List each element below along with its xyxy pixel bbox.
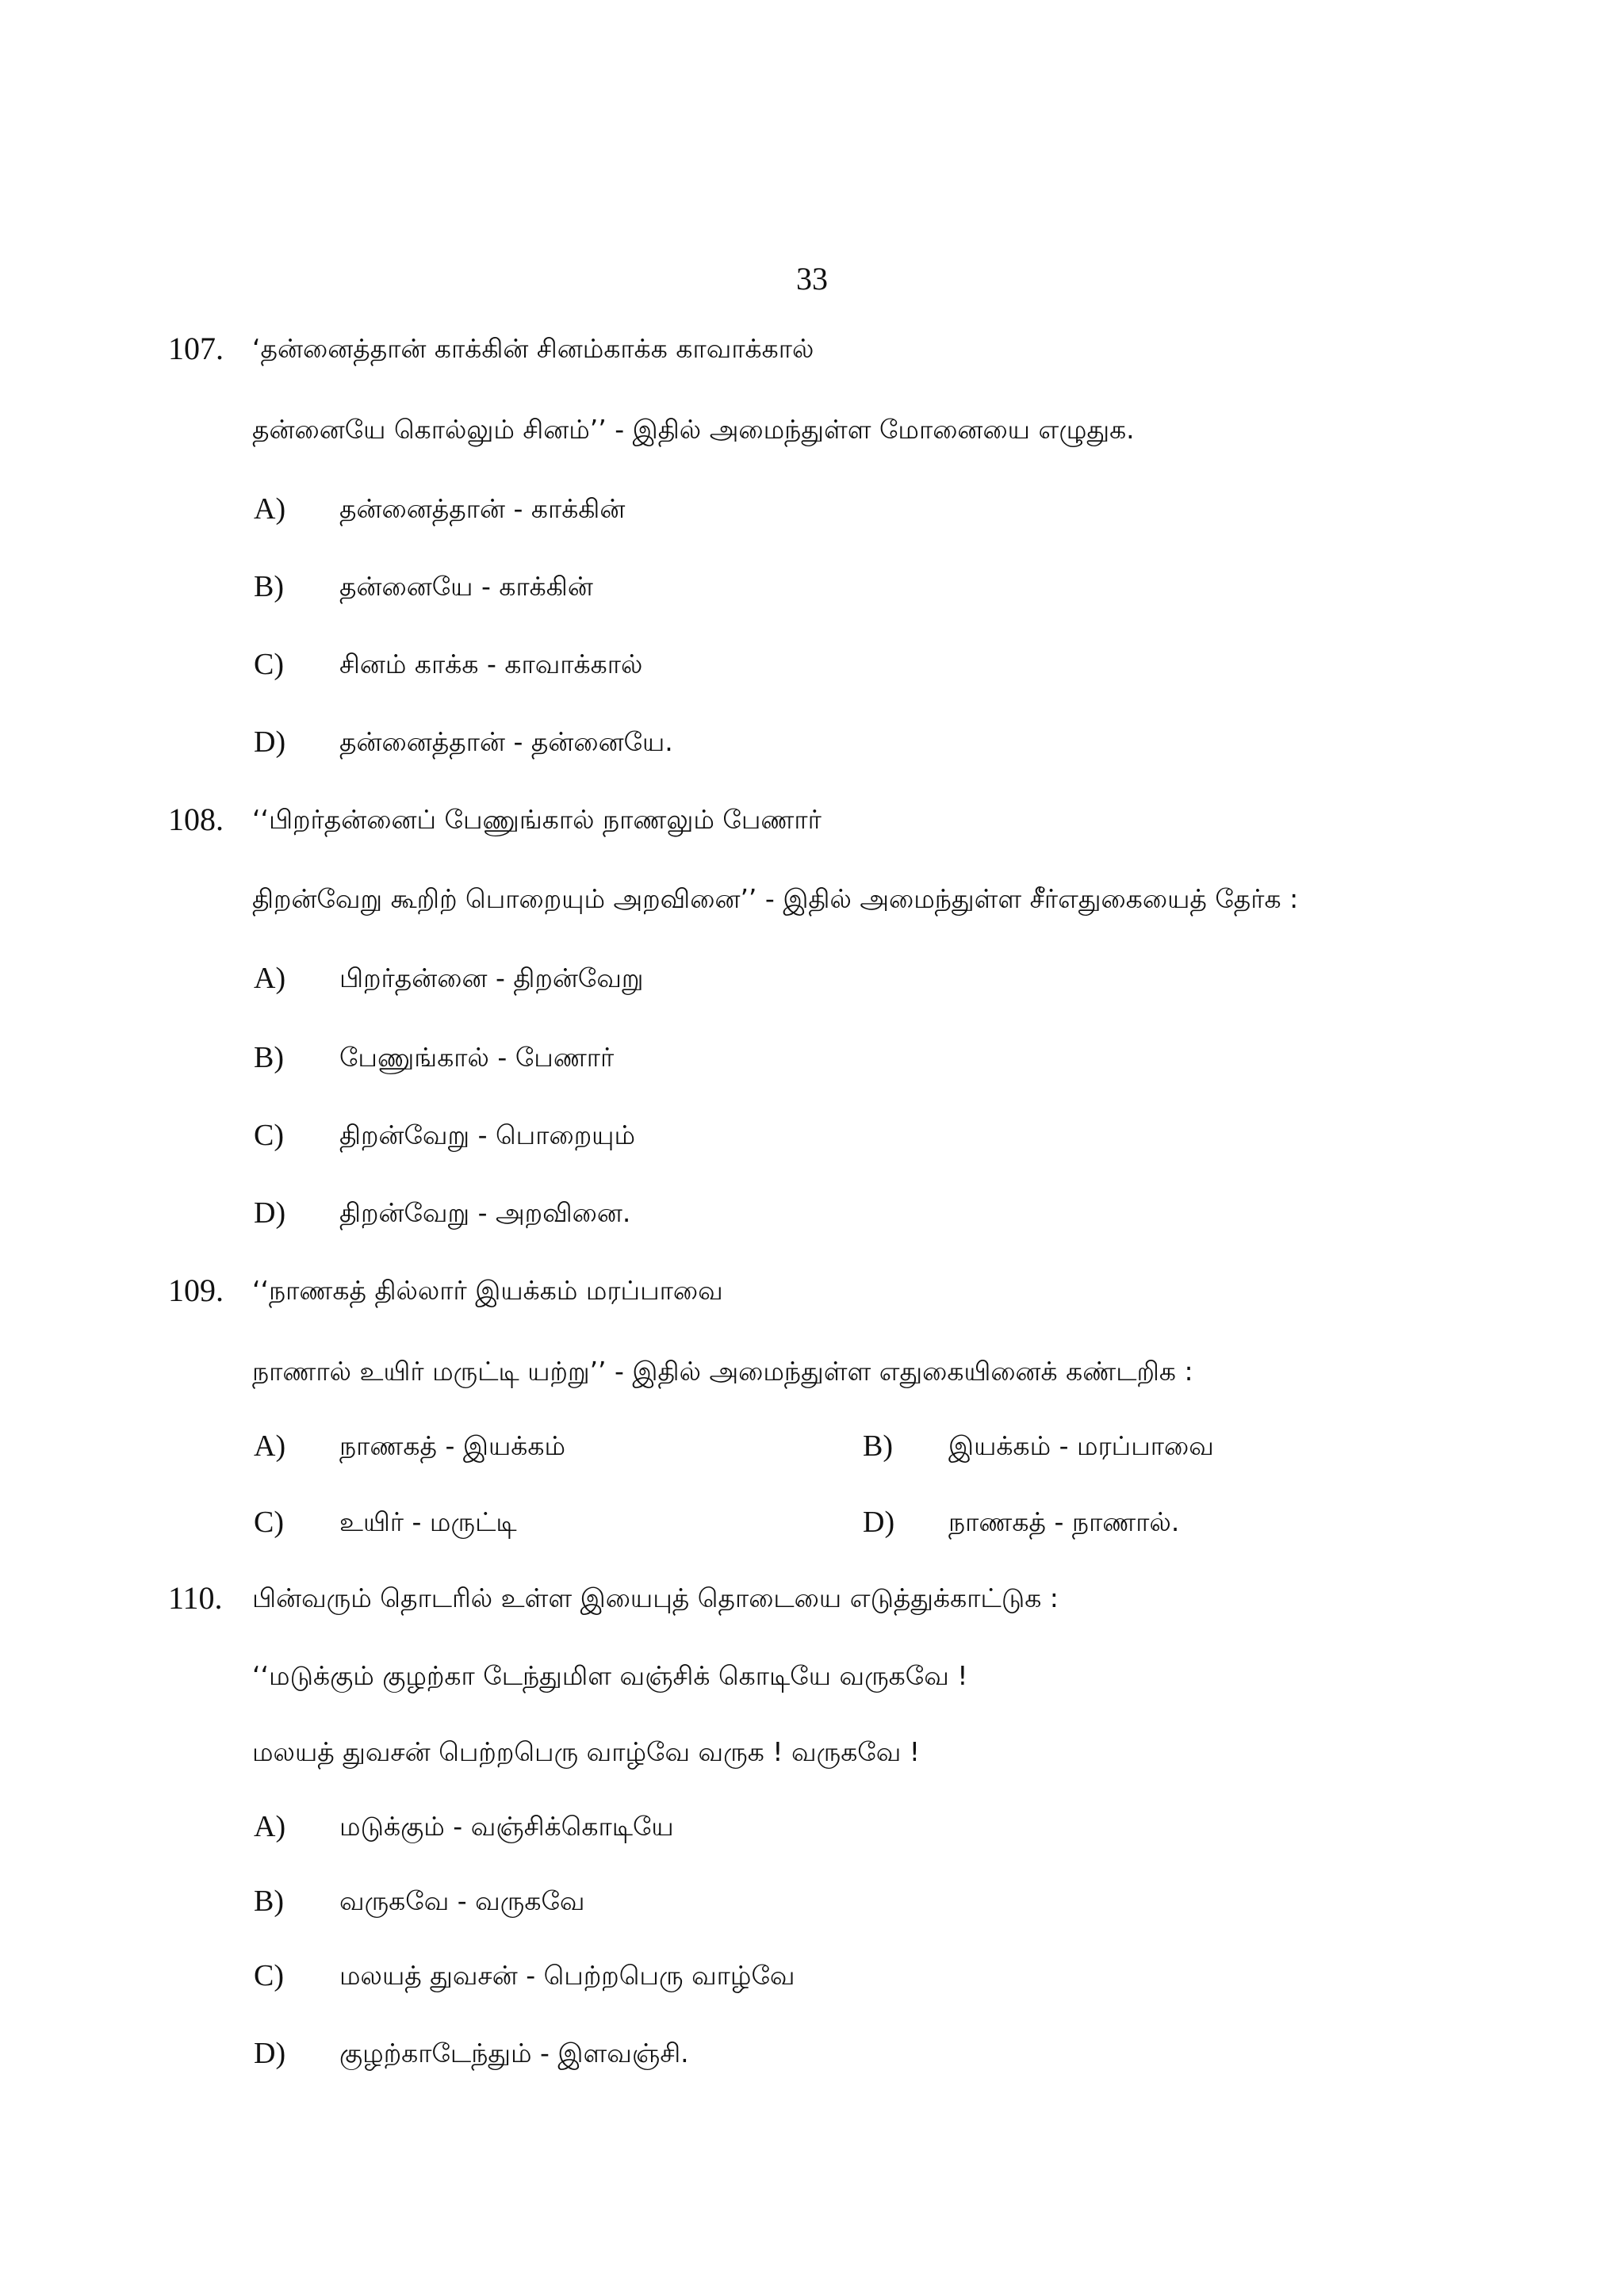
question-number: 110. — [168, 1580, 223, 1616]
option-letter: B) — [254, 1885, 284, 1918]
option-letter: D) — [254, 725, 286, 759]
option-letter: C) — [254, 1119, 284, 1152]
page-number: 33 — [796, 261, 828, 297]
option-letter: D) — [254, 1196, 286, 1230]
option-text: சினம் காக்க - காவாக்கால் — [339, 649, 643, 679]
option-letter: A) — [254, 1429, 286, 1463]
option-text: தன்னையே - காக்கின் — [339, 571, 593, 602]
question-number: 109. — [168, 1272, 224, 1308]
question-number: 107. — [168, 331, 224, 366]
option-text: குழற்காடேந்தும் - இளவஞ்சி. — [339, 2038, 689, 2068]
option-letter: B) — [254, 570, 284, 603]
option-letter: A) — [254, 492, 286, 526]
option-letter: A) — [254, 1810, 286, 1843]
question-text-line: ‘‘பிறர்தன்னைப் பேணுங்கால் நாணலும் பேணார் — [252, 804, 822, 835]
option-text: மடுக்கும் - வஞ்சிக்கொடியே — [339, 1811, 674, 1842]
option-letter: B) — [863, 1429, 893, 1463]
option-letter: C) — [254, 1959, 284, 1992]
option-text: திறன்வேறு - பொறையும் — [339, 1119, 636, 1150]
question-text-line: மலயத் துவசன் பெற்றபெரு வாழ்வே வருக ! வருகவே ! — [252, 1736, 921, 1767]
option-text: நாணகத் - நாணால். — [948, 1506, 1180, 1537]
option-letter: D) — [863, 1506, 895, 1539]
option-letter: C) — [254, 648, 284, 681]
option-letter: A) — [254, 962, 286, 995]
option-text: தன்னைத்தான் - தன்னையே. — [339, 726, 673, 757]
question-text-line: திறன்வேறு கூறிற் பொறையும் அறவினை’’ - இதில் அமைந்துள்ள சீர்எதுகையைத் தேர்க : — [252, 883, 1299, 914]
option-text: நாணகத் - இயக்கம் — [339, 1430, 566, 1461]
option-letter: D) — [254, 2037, 286, 2070]
question-text-line: பின்வரும் தொடரில் உள்ள இயைபுத் தொடையை எடுத்துக்காட்டுக : — [252, 1582, 1059, 1613]
option-text: உயிர் - மருட்டி — [339, 1506, 517, 1537]
question-text-line: ‘‘நாணகத் தில்லார் இயக்கம் மரப்பாவை — [252, 1275, 723, 1306]
option-text: பிறர்தன்னை - திறன்வேறு — [339, 962, 644, 993]
question-text-line: ‘தன்னைத்தான் காக்கின் சினம்காக்க காவாக்கால் — [252, 333, 814, 364]
question-text-line: தன்னையே கொல்லும் சினம்’’ - இதில் அமைந்துள்ள மோனையை எழுதுக. — [252, 414, 1135, 445]
question-text-line: நாணால் உயிர் மருட்டி யற்று’’ - இதில் அமைந்துள்ள எதுகையினைக் கண்டறிக : — [252, 1356, 1193, 1387]
option-text: திறன்வேறு - அறவினை. — [339, 1197, 631, 1228]
question-text-line: ‘‘மடுக்கும் குழற்கா டேந்துமிள வஞ்சிக் கொடியே வருகவே ! — [252, 1660, 968, 1691]
option-text: வருகவே - வருகவே — [339, 1885, 585, 1916]
option-text: தன்னைத்தான் - காக்கின் — [339, 493, 626, 524]
question-number: 108. — [168, 802, 224, 837]
option-letter: C) — [254, 1506, 284, 1539]
option-text: மலயத் துவசன் - பெற்றபெரு வாழ்வே — [339, 1960, 795, 1991]
option-text: பேணுங்கால் - பேணார் — [339, 1042, 615, 1073]
option-text: இயக்கம் - மரப்பாவை — [948, 1430, 1214, 1461]
option-letter: B) — [254, 1041, 284, 1074]
